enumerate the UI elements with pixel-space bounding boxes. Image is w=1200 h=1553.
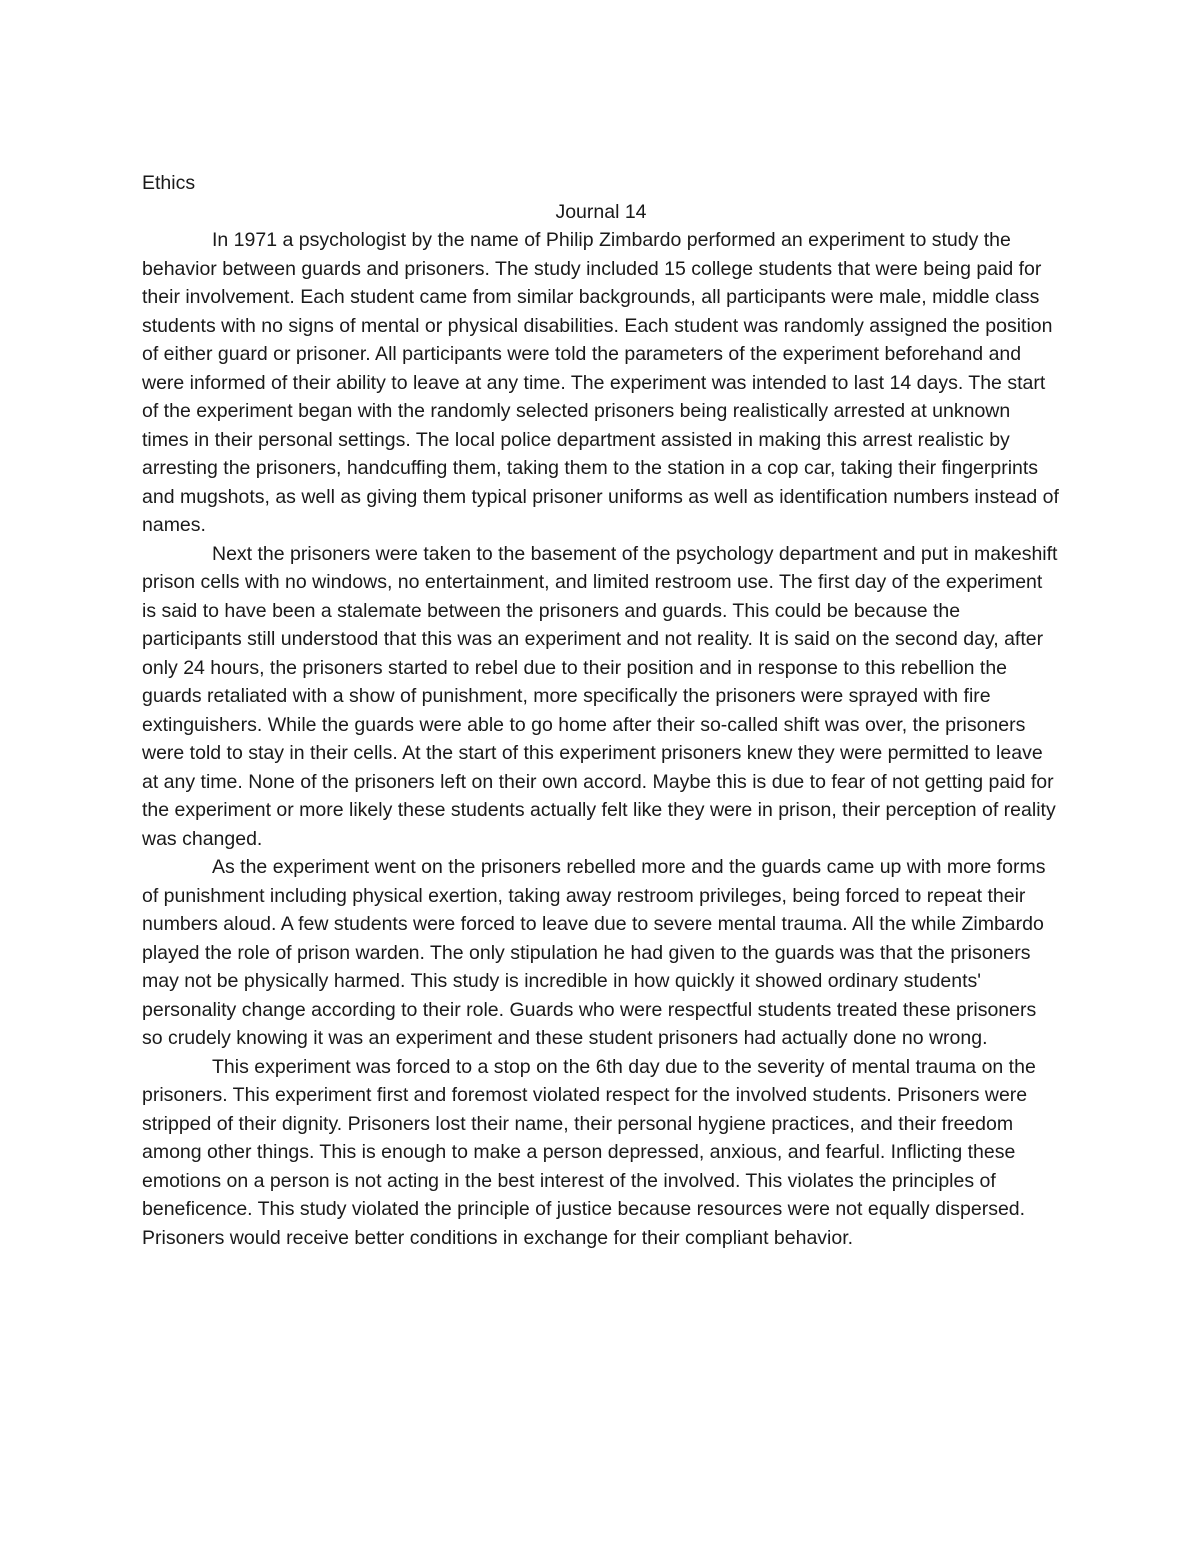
course-name: Ethics	[142, 172, 196, 194]
paragraph-1: In 1971 a psychologist by the name of Philip Zimbardo performed an experiment to study the behavior between guards and prisoners. The study included 15 college students that were being paid for their involvement. Each student came from similar backgrounds, all participants were male, middle class students with no signs of mental or physical disabilities. Each student was randomly assigned the position of either guard or prisoner. All participants were told the parameters of the experiment beforehand and were informed of their ability to leave at any time. The experiment was intended to last 14 days. The start of the experiment began with the randomly selected prisoners being realistically arrested at unknown times in their personal settings. The local police department assisted in making this arrest realistic by arresting the prisoners, handcuffing them, taking them to the station in a cop car, taking their fingerprints and mugshots, as well as giving them typical prisoner uniforms as well as identification numbers instead of names.	[142, 229, 1059, 536]
paragraph-4: This experiment was forced to a stop on the 6th day due to the severity of mental trauma on the prisoners. This experiment first and foremost violated respect for the involved students. Prisoners were stripped of their dignity. Prisoners lost their name, their personal hygiene practices, and their freedom among other things. This is enough to make a person depressed, anxious, and fearful. Inflicting these emotions on a person is not acting in the best interest of the involved. This violates the principles of beneficence. This study violated the principle of justice because resources were not equally dispersed. Prisoners would receive better conditions in exchange for their compliant behavior.	[142, 1055, 1036, 1249]
document-body	[142, 169, 1060, 1252]
paragraph-3: As the experiment went on the prisoners rebelled more and the guards came up with more forms of punishment including physical exertion, taking away restroom privileges, being forced to repeat their numbers aloud. A few students were forced to leave due to severe mental trauma. All the while Zimbardo played the role of prison warden. The only stipulation he had given to the guards was that the prisoners may not be physically harmed. This study is incredible in how quickly it showed ordinary students' personality change according to their role. Guards who were respectful students treated these prisoners so crudely knowing it was an experiment and these student prisoners had actually done no wrong.	[142, 856, 1046, 1049]
paragraph-2: Next the prisoners were taken to the basement of the psychology department and put in makeshift prison cells with no windows, no entertainment, and limited restroom use. The first day of the experiment is said to have been a stalemate between the prisoners and guards. This could be because the participants still understood that this was an experiment and not reality. It is said on the second day, after only 24 hours, the prisoners started to rebel due to their position and in response to this rebellion the guards retaliated with a show of punishment, more specifically the prisoners were sprayed with fire extinguishers. While the guards were able to go home after their so-called shift was over, the prisoners were told to stay in their cells. At the start of this experiment prisoners knew they were permitted to leave at any time. None of the prisoners left on their own accord. Maybe this is due to fear of not getting paid for the experiment or more likely these students actually felt like they were in prison, their perception of reality was changed.	[142, 542, 1058, 850]
document-title: Journal 14	[555, 200, 647, 223]
